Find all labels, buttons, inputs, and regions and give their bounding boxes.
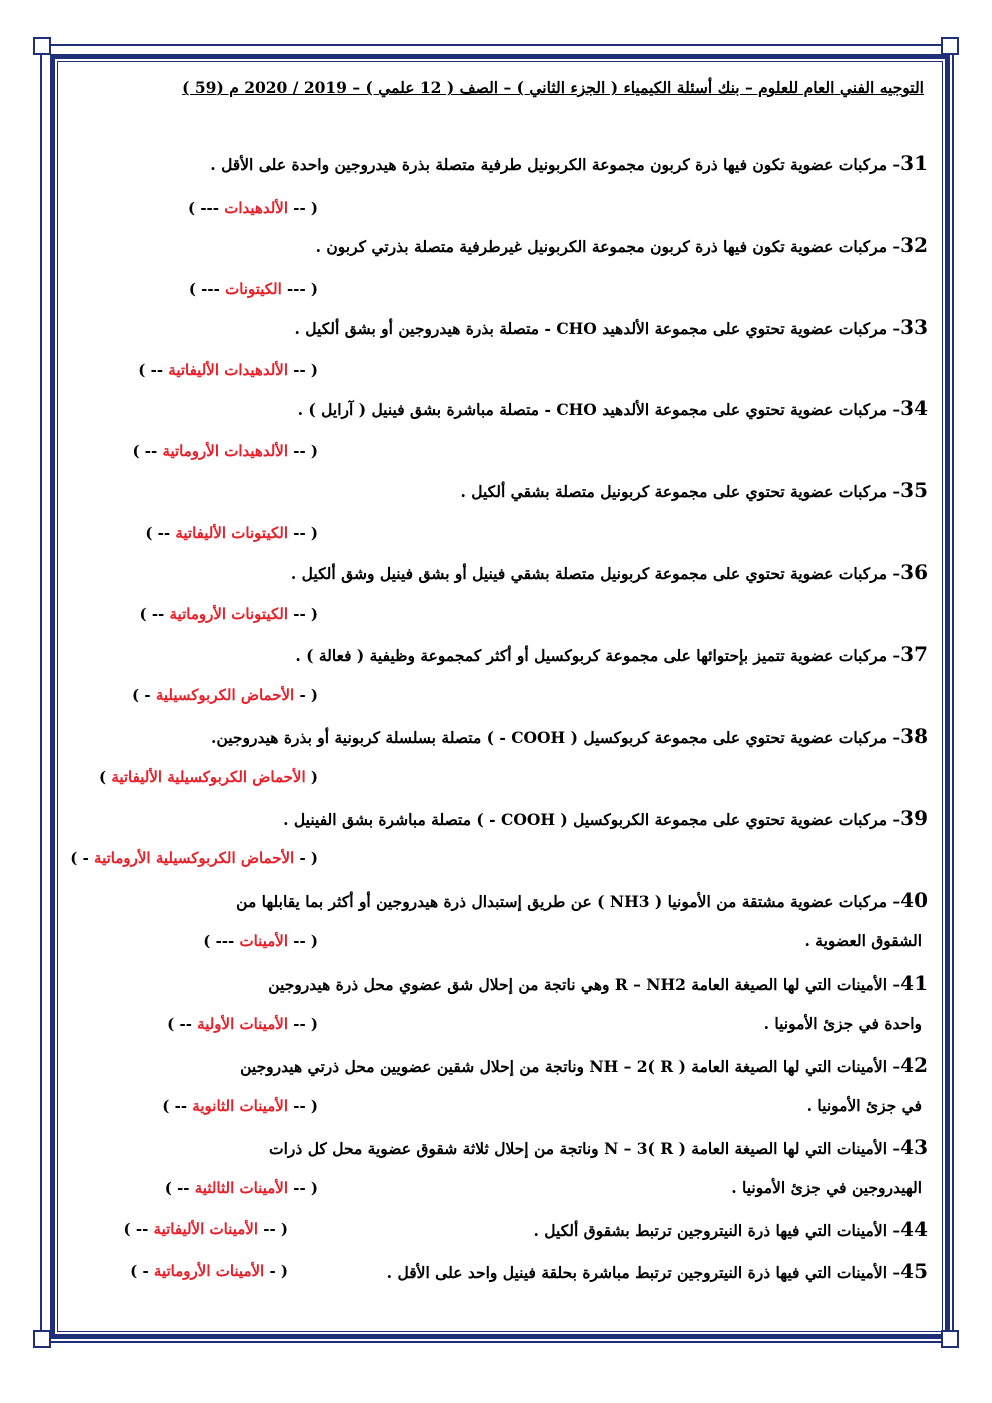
question-number: 39	[900, 806, 928, 830]
question-text: – مركبات عضوية مشتقة من الأمونيا ( NH3 ) عن طريق إستبدال ذرة هيدروجين أو أكثر بما يقابلها من	[236, 892, 901, 911]
answer-31	[78, 199, 318, 217]
question-text: – الأمينات التي فيها ذرة النيتروجين ترتبط مباشرة بحلقة فينيل واحد على الأقل .	[386, 1263, 901, 1282]
question-36	[72, 560, 928, 584]
answer-term: الأمينات الثالثية	[189, 1179, 288, 1197]
answer-open: ( --	[288, 605, 318, 623]
answer-term: الأحماض الكربوكسيلية	[150, 686, 295, 704]
answer-open: ( --	[288, 524, 318, 542]
question-text: – الأمينات التي لها الصيغة العامة NH – 2( R ) وناتجة من إحلال شقين عضويين محل ذرتي هيدروجين	[240, 1057, 901, 1076]
answer-45	[78, 1262, 288, 1280]
answer-open: ( --	[288, 361, 318, 379]
question-continuation: الهيدروجين في جزئ الأمونيا .	[731, 1178, 922, 1197]
question-37	[72, 642, 928, 666]
question-32	[72, 233, 928, 257]
answer-term: الأمينات الثانوية	[187, 1097, 288, 1115]
question-continuation: في جزئ الأمونيا .	[806, 1096, 922, 1115]
answer-open: ( -	[264, 1262, 288, 1280]
answer-term: الأمينات الأليفاتية	[148, 1220, 258, 1238]
question-number: 43	[900, 1135, 928, 1159]
corner-ornament	[941, 1330, 959, 1348]
answer-close: --- )	[203, 932, 235, 950]
answer-close: -- )	[132, 442, 158, 460]
question-number: 35	[900, 478, 928, 502]
question-38	[72, 724, 928, 748]
answer-32	[78, 280, 318, 298]
question-number: 37	[900, 642, 928, 666]
answer-open: ( --	[288, 1097, 318, 1115]
question-number: 40	[900, 888, 928, 912]
answer-open: ( ---	[281, 280, 318, 298]
answer-term: الأحماض الكربوكسيلية الأروماتية	[88, 849, 295, 867]
question-text: – مركبات عضوية تحتوي على مجموعة الكربوكسيل ( COOH - ) متصلة مباشرة بشق الفينيل .	[283, 810, 901, 829]
corner-ornament	[33, 37, 51, 55]
question-number: 33	[900, 315, 928, 339]
answer-open: ( --	[288, 1179, 318, 1197]
answer-42	[78, 1097, 318, 1115]
answer-term: الألدهيدات الأروماتية	[157, 442, 288, 460]
answer-close: -- )	[145, 524, 171, 542]
answer-close: - )	[130, 1262, 149, 1280]
answer-open: ( --	[288, 932, 318, 950]
question-continuation: واحدة في جزئ الأمونيا .	[763, 1014, 922, 1033]
answer-term: الألدهيدات	[219, 199, 288, 217]
answer-term: الأمينات الأولية	[191, 1015, 288, 1033]
question-44	[298, 1217, 928, 1241]
answer-41	[78, 1015, 318, 1033]
answer-close: --- )	[188, 280, 220, 298]
answer-44	[78, 1220, 288, 1238]
question-39	[72, 806, 928, 830]
answer-term: الألدهيدات الأليفاتية	[163, 361, 288, 379]
question-text: – مركبات عضوية تكون فيها ذرة كربون مجموعة الكربونيل طرفية متصلة بذرة هيدروجين واحدة على الأقل .	[210, 155, 901, 174]
answer-38	[78, 768, 318, 786]
question-40	[72, 888, 928, 912]
answer-33	[78, 361, 318, 379]
answer-40	[78, 932, 318, 950]
question-text: – مركبات عضوية تحتوي على مجموعة الألدهيد CHO - متصلة مباشرة بشق فينيل ( آرايل ) .	[297, 400, 901, 419]
answer-35	[78, 524, 318, 542]
answer-open: (	[305, 768, 318, 786]
answer-term: الأمينات الأروماتية	[148, 1262, 265, 1280]
question-33	[72, 315, 928, 339]
answer-open: ( --	[288, 199, 318, 217]
answer-open: ( --	[288, 442, 318, 460]
answer-close: -- )	[164, 1179, 190, 1197]
answer-open: ( -	[294, 686, 318, 704]
question-text: – الأمينات التي فيها ذرة النيتروجين ترتبط بشقوق ألكيل .	[533, 1221, 901, 1240]
corner-ornament	[33, 1330, 51, 1348]
answer-close: - )	[132, 686, 151, 704]
answer-37	[78, 686, 318, 704]
question-number: 34	[900, 396, 928, 420]
answer-term: الأمينات	[234, 932, 288, 950]
answer-close: )	[98, 768, 107, 786]
answer-43	[78, 1179, 318, 1197]
answer-term: الكيتونات الأروماتية	[164, 605, 288, 623]
question-number: 41	[900, 971, 928, 995]
question-number: 31	[900, 151, 928, 175]
question-34	[72, 396, 928, 420]
question-continuation: الشقوق العضوية .	[804, 931, 922, 950]
question-number: 44	[900, 1217, 928, 1241]
answer-open: ( --	[288, 1015, 318, 1033]
answer-term: الكيتونات الأليفاتية	[170, 524, 288, 542]
question-text: – مركبات عضوية تحتوي على مجموعة كربونيل متصلة بشقي فينيل أو بشق فينيل وشق ألكيل .	[290, 564, 901, 583]
question-number: 38	[900, 724, 928, 748]
page-header: التوجيه الفني العام للعلوم – بنك أسئلة الكيمياء ( الجزء الثاني ) – الصف ( 12 علمي ) – 2019 / 2020 م (59 )	[182, 78, 924, 97]
question-31	[72, 151, 928, 175]
answer-close: - )	[70, 849, 89, 867]
question-43	[72, 1135, 928, 1159]
question-41	[72, 971, 928, 995]
answer-close: -- )	[123, 1220, 149, 1238]
question-text: – مركبات عضوية تكون فيها ذرة كربون مجموعة الكربونيل غيرطرفية متصلة بذرتي كربون .	[315, 237, 901, 256]
question-42	[72, 1053, 928, 1077]
answer-close: --- )	[188, 199, 219, 217]
answer-39	[70, 849, 318, 867]
answer-close: -- )	[139, 605, 165, 623]
answer-term: الأحماض الكربوكسيلية الأليفاتية	[106, 768, 306, 786]
question-number: 36	[900, 560, 928, 584]
answer-close: -- )	[162, 1097, 188, 1115]
corner-ornament	[941, 37, 959, 55]
answer-open: ( --	[258, 1220, 288, 1238]
question-45	[298, 1259, 928, 1283]
question-35	[72, 478, 928, 502]
question-text: – مركبات عضوية تتميز بإحتوائها على مجموعة كربوكسيل أو أكثر كمجموعة وظيفية ( فعالة ) .	[295, 646, 901, 665]
question-text: – الأمينات التي لها الصيغة العامة R – NH2 وهي ناتجة من إحلال شق عضوي محل ذرة هيدروجين	[268, 975, 901, 994]
question-text: – الأمينات التي لها الصيغة العامة N – 3( R ) وناتجة من إحلال ثلاثة شقوق عضوية محل كل ذرات	[269, 1139, 901, 1158]
question-text: – مركبات عضوية تحتوي على مجموعة كربوكسيل ( COOH - ) متصلة بسلسلة كربونية أو بذرة هيدروجين.	[211, 728, 901, 747]
answer-open: ( -	[294, 849, 318, 867]
question-text: – مركبات عضوية تحتوي على مجموعة الألدهيد CHO - متصلة بذرة هيدروجين أو بشق ألكيل .	[294, 319, 901, 338]
question-number: 42	[900, 1053, 928, 1077]
question-number: 32	[900, 233, 928, 257]
answer-term: الكيتونات	[219, 280, 282, 298]
answer-close: -- )	[138, 361, 164, 379]
question-text: – مركبات عضوية تحتوي على مجموعة كربونيل متصلة بشقي ألكيل .	[460, 482, 901, 501]
answer-36	[78, 605, 318, 623]
answer-34	[78, 442, 318, 460]
answer-close: -- )	[167, 1015, 192, 1033]
question-number: 45	[900, 1259, 928, 1283]
